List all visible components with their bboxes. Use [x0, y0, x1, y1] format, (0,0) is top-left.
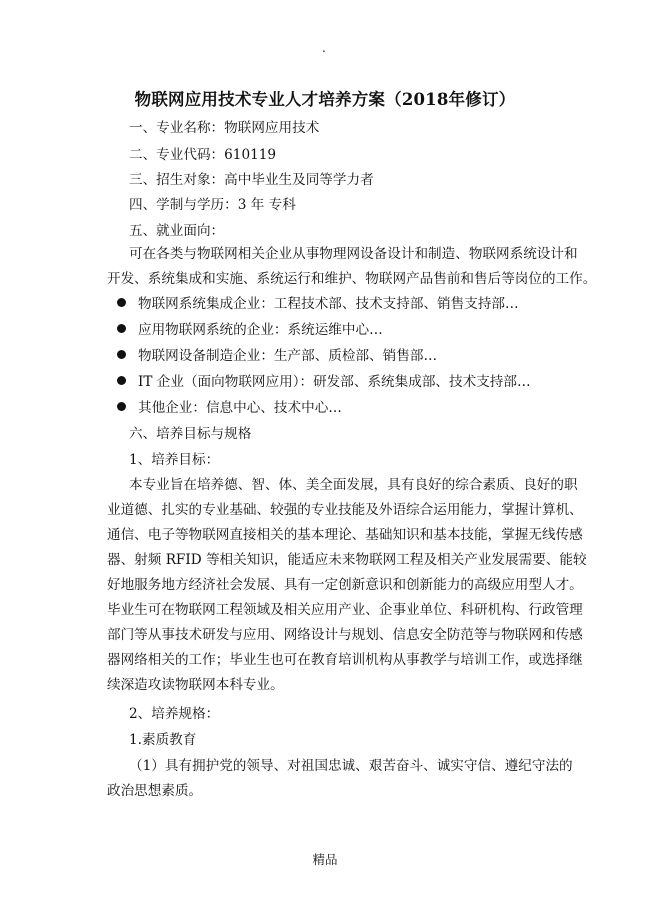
quality-para-line: （1）具有拥护党的领导、对祖国忠诚、艰苦奋斗、诚实守信、遵纪守法的: [129, 758, 573, 774]
bullet-item: [117, 294, 519, 314]
goal-para-line: 器、射频 RFID 等相关知识，能适应未来物联网工程及相关产业发展需要、能较: [107, 552, 587, 568]
bullet-text: 其他企业：信息中心、技术中心…: [138, 400, 342, 416]
goal-para-line: 业道德、扎实的专业基础、较强的专业技能及外语综合运用能力，掌握计算机、: [107, 502, 583, 518]
goal-heading: 1、培养目标：: [129, 452, 220, 468]
bullet-item: [117, 398, 342, 418]
major-name: 一、专业名称：物联网应用技术: [129, 120, 320, 136]
bullet-dot-icon: [117, 298, 126, 307]
goal-para-line: 续深造攻读物联网本科专业。: [107, 677, 284, 693]
section6-heading: 六、培养目标与规格: [129, 426, 252, 442]
employment-heading: 五、就业面向：: [129, 223, 225, 239]
bullet-text: 物联网系统集成企业：工程技术部、技术支持部、销售支持部…: [138, 296, 519, 312]
bullet-text: 物联网设备制造企业：生产部、质检部、销售部…: [138, 348, 438, 364]
document-title: 物联网应用技术专业人才培养方案（2018年修订）: [134, 90, 516, 109]
bullet-dot-icon: [117, 324, 126, 333]
bullet-dot-icon: [117, 350, 126, 359]
header-mark: .: [322, 41, 326, 55]
bullet-item: [117, 372, 531, 392]
quality-para-line: 政治思想素质。: [107, 783, 203, 799]
goal-para-line: 本专业旨在培养德、智、体、美全面发展，具有良好的综合素质、良好的职: [129, 477, 578, 493]
duration-degree: 四、学制与学历：3 年 专科: [129, 197, 296, 213]
bullet-dot-icon: [117, 402, 126, 411]
enrollment-target: 三、招生对象：高中毕业生及同等学力者: [129, 172, 374, 188]
goal-para-line: 好地服务地方经济社会发展、具有一定创新意识和创新能力的高级应用型人才。: [107, 577, 583, 593]
employment-para-line: 开发、系统集成和实施、系统运行和维护、物联网产品售前和售后等岗位的工作。: [107, 271, 597, 287]
bullet-dot-icon: [117, 376, 126, 385]
quality-heading: 1.素质教育: [129, 732, 197, 748]
major-code: 二、专业代码：610119: [129, 147, 277, 163]
goal-para-line: 通信、电子等物联网直接相关的基本理论、基础知识和基本技能，掌握无线传感: [107, 527, 583, 543]
bullet-text: 应用物联网系统的企业：系统运维中心…: [138, 322, 383, 338]
bullet-item: [117, 346, 437, 366]
goal-para-line: 器网络相关的工作；毕业生也可在教育培训机构从事教学与培训工作，或选择继: [107, 652, 583, 668]
spec-heading: 2、培养规格：: [129, 706, 220, 722]
bullet-text: IT 企业（面向物联网应用）：研发部、系统集成部、技术支持部…: [138, 374, 531, 390]
goal-para-line: 毕业生可在物联网工程领域及相关应用产业、企事业单位、科研机构、行政管理: [107, 602, 583, 618]
goal-para-line: 部门等从事技术研发与应用、网络设计与规划、信息安全防范等与物联网和传感: [107, 627, 583, 643]
bullet-item: [117, 320, 383, 340]
page-footer: 精品: [312, 852, 338, 867]
employment-para-line: 可在各类与物联网相关企业从事物理网设备设计和制造、物联网系统设计和: [129, 246, 578, 262]
